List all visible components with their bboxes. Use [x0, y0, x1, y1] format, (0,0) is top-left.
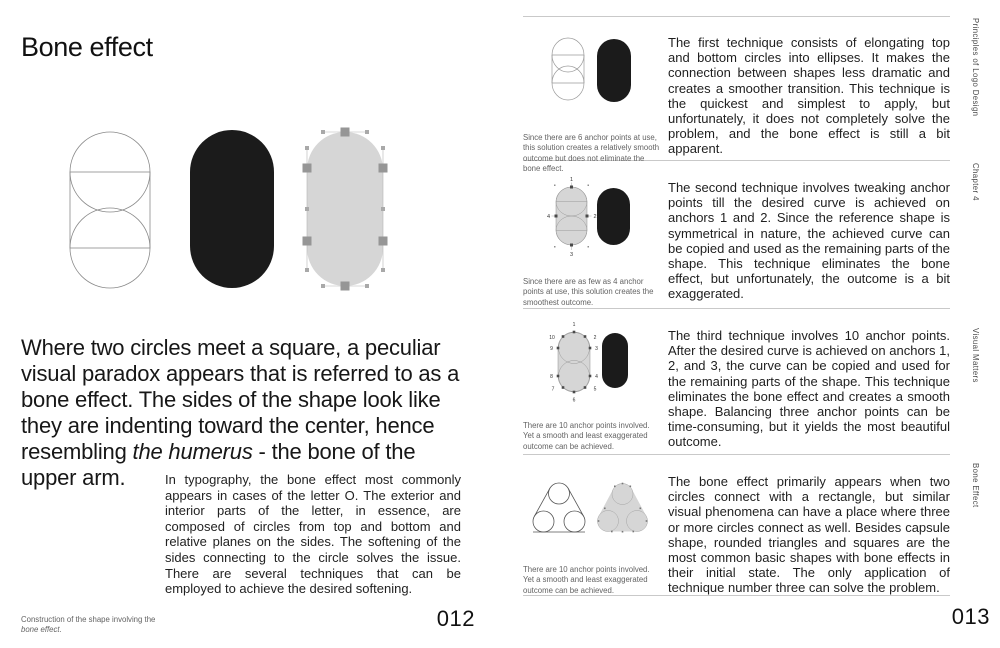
- page-number-right: 013: [951, 604, 990, 629]
- anchor-label: 6: [572, 397, 576, 404]
- triangle-wireframe: [533, 483, 585, 532]
- gray-capsule-shape: [558, 332, 590, 392]
- anchor-label: 10: [549, 335, 555, 341]
- anchor-label: 5: [593, 386, 597, 393]
- wireframe-construction: [70, 132, 150, 288]
- intro-text-b: - the bone of the upper arm.: [21, 439, 416, 490]
- anchor-label: 1: [569, 177, 574, 183]
- gray-rounded-triangle: [598, 483, 648, 533]
- gray-capsule-shape: [307, 132, 383, 286]
- ellipse-wireframe: [552, 38, 584, 100]
- construction-square: [70, 172, 150, 248]
- technique1-diagram: [523, 26, 663, 116]
- intro-paragraph: [21, 335, 469, 491]
- selected-capsule: [303, 128, 388, 291]
- caption-text: Construction of the shape involving the: [21, 614, 156, 624]
- intro-text-italic: the humerus: [132, 439, 253, 464]
- edge-label-book-title: Principles of Logo Design: [971, 18, 980, 117]
- black-capsule-shape: [597, 39, 631, 102]
- anchor-label: 8: [550, 374, 553, 380]
- technique1-caption: Since there are 6 anchor points at use, this solution creates a relatively smooth outcome but does not eliminate the bone effect.: [523, 132, 660, 174]
- technique2-diagram: [523, 170, 663, 262]
- edge-label-chapter: Chapter 4: [971, 163, 980, 201]
- black-capsule-shape: [597, 188, 630, 245]
- anchor-label: 4: [595, 374, 598, 380]
- black-capsule-shape: [602, 333, 628, 388]
- anchor-label: 3: [595, 346, 598, 352]
- left-figure-caption: [21, 615, 166, 636]
- technique2-paragraph: The second technique involves tweaking anchor points till the desired curve is achieved on anchors 1 and 2. Since the reference shape is symmetrical in nature, the achieved curve can be copied and used as the remaining parts of the shape. This technique eliminates the bone effect, but unfortunately, the outcome is a bit exaggerated.: [668, 180, 950, 302]
- technique3-diagram: [523, 315, 663, 409]
- anchor-label: 2: [593, 214, 597, 220]
- anchor-label: 1: [572, 322, 576, 328]
- section-rule-4: [523, 454, 950, 455]
- technique3-paragraph: The third technique involves 10 anchor points. After the desired curve is achieved on anchors 1, 2, and 3, the curve can be copied and used for the remaining parts of the shape. This technique eliminates the bone effect and creates a smooth shape. Balancing three anchor points can be time-consuming, but it yields the most beautiful outcome.: [668, 328, 950, 450]
- black-capsule-shape: [190, 130, 274, 288]
- left-body-paragraph: In typography, the bone effect most commonly appears in cases of the letter O. The exterior and interior parts of the letter, in essence, are composed of circles from top and bottom and relative planes on the sides. The softening of the sides connecting to the circle solves the issue. There are several techniques that can be employed to achieve the desired softening.: [165, 472, 461, 597]
- page-number-left: 012: [436, 606, 475, 631]
- technique2-caption: Since there are as few as 4 anchor points at use, this solution creates the smoothest outcome.: [523, 276, 654, 307]
- anchor-label: 3: [569, 252, 574, 258]
- edge-label-topic: Bone Effect: [971, 463, 980, 508]
- bone-effect-construction-diagram: [60, 123, 400, 295]
- technique4-paragraph: The bone effect primarily appears when two circles connect with a rectangle, but similar visual phenomena can have a place where three or more circles connect as well. Besides capsule shape, rounded triangles and squares are the most common basic shapes with bone effects in their initial state. The only application of technique number three can solve the problem.: [668, 474, 950, 596]
- caption-text-italic: bone effect.: [21, 625, 62, 635]
- anchor-label: 4: [546, 214, 551, 220]
- anchor-label: 2: [593, 335, 597, 341]
- anchor-label: 9: [550, 346, 553, 352]
- technique4-caption: There are 10 anchor points involved. Yet a smooth and least exaggerated outcome can be achieved.: [523, 564, 650, 595]
- section-rule-3: [523, 308, 950, 309]
- technique3-caption: There are 10 anchor points involved. Yet a smooth and least exaggerated outcome can be achieved.: [523, 420, 650, 451]
- section-rule-1: [523, 16, 950, 17]
- edge-label-section: Visual Matters: [971, 328, 980, 383]
- page-title: Bone effect: [21, 32, 153, 63]
- intro-text-a: Where two circles meet a square, a peculiar visual paradox appears that is referred to as a bone effect. The sides of the shape look like they are indenting toward the center, hence resembling: [21, 335, 460, 464]
- technique1-paragraph: The first technique consists of elongating top and bottom circles into ellipses. It makes the connection between shapes less dramatic and creates a smoother transition. This technique is the quickest and simplest to apply, but unfortunately, it does not completely solve the problem, and the bone effect is still a bit apparent.: [668, 35, 950, 157]
- anchor-label: 7: [551, 386, 555, 393]
- rounded-triangle-diagram: [523, 462, 663, 554]
